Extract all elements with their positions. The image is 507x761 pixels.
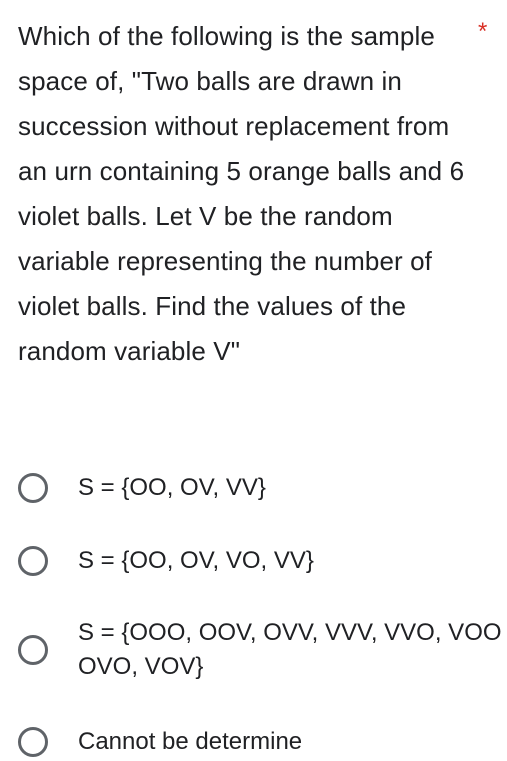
option-3[interactable] — [18, 616, 506, 684]
question-text: Which of the following is the sample space of, "Two balls are drawn in succession without replacement from an urn containing 5 orange balls and 6 violet balls. Let V be the random variable representing the number of violet balls. Find the values of the random variable V" — [18, 21, 465, 366]
radio-button[interactable] — [18, 546, 48, 576]
option-4[interactable] — [18, 725, 302, 759]
radio-button[interactable] — [18, 473, 48, 503]
required-asterisk: * — [478, 18, 488, 45]
option-2[interactable] — [18, 544, 314, 578]
radio-button[interactable] — [18, 727, 48, 757]
radio-button[interactable] — [18, 635, 48, 665]
option-1[interactable] — [18, 471, 266, 505]
option-label: S = {OOO, OOV, OVV, VVV, VVO, VOO OVO, VOV} — [78, 619, 502, 680]
option-label: S = {OO, OV, VO, VV} — [78, 547, 314, 574]
option-label: S = {OO, OV, VV} — [78, 474, 266, 501]
option-label: Cannot be determine — [78, 728, 303, 755]
